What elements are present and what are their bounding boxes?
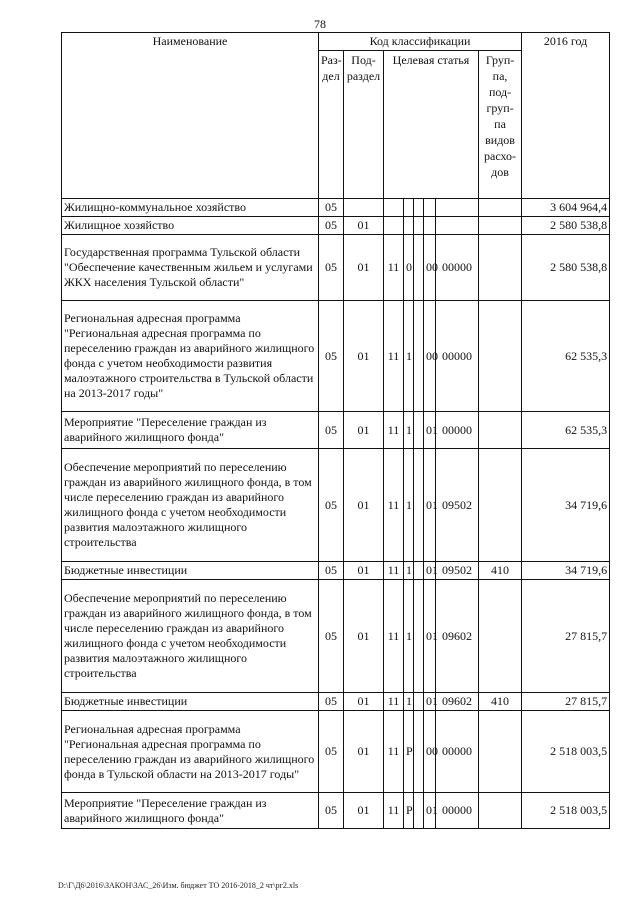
row-program: 11	[384, 693, 404, 711]
row-direction: 00000	[436, 711, 479, 793]
header-classification: Код классификации	[319, 33, 522, 51]
header-expense-group: Груп- па, под- груп- па видов расхо- дов	[479, 51, 522, 199]
row-name: Жилищное хозяйство	[62, 217, 319, 235]
row-program: 11	[384, 301, 404, 412]
row-event: 00	[424, 235, 436, 301]
row-podrazdel: 01	[344, 412, 384, 449]
table-row	[62, 412, 610, 449]
table-row	[62, 301, 610, 412]
row-event: 01	[424, 412, 436, 449]
row-name: Бюджетные инвестиции	[62, 562, 319, 580]
row-name: Обеспечение мероприятий по переселению граждан из аварийного жилищного фонда, в том числе переселению граждан из аварийного жилищного фонда с учетом необходимости развития малоэтажного жилищного строительства	[62, 449, 319, 562]
row-direction: 00000	[436, 793, 479, 829]
row-subprogram: 1	[404, 693, 414, 711]
row-razdel: 05	[319, 562, 344, 580]
header-amount-2016: 2016 год	[522, 33, 610, 199]
table-row	[62, 793, 610, 829]
table-row	[62, 235, 610, 301]
row-podrazdel	[344, 199, 384, 217]
row-subprogram: Р	[404, 793, 414, 829]
row-event	[424, 199, 436, 217]
row-razdel: 05	[319, 199, 344, 217]
row-amount: 34 719,6	[522, 449, 610, 562]
row-amount: 2 518 003,5	[522, 711, 610, 793]
row-program: 11	[384, 412, 404, 449]
row-program: 11	[384, 580, 404, 693]
row-program: 11	[384, 793, 404, 829]
budget-sheet	[61, 32, 609, 829]
header-podrazdel: Под- раздел	[344, 51, 384, 199]
table-row	[62, 580, 610, 693]
row-name: Государственная программа Тульской области "Обеспечение качественным жильем и услугами ЖКХ населения Тульской области"	[62, 235, 319, 301]
row-direction: 00000	[436, 412, 479, 449]
row-event	[424, 217, 436, 235]
table-row	[62, 449, 610, 562]
row-subprogram: 1	[404, 412, 414, 449]
row-direction: 09602	[436, 580, 479, 693]
row-amount: 27 815,7	[522, 580, 610, 693]
row-expense-type: 410	[479, 693, 522, 711]
row-podrazdel: 01	[344, 580, 384, 693]
row-name: Жилищно-коммунальное хозяйство	[62, 199, 319, 217]
row-program: 11	[384, 562, 404, 580]
table-row	[62, 711, 610, 793]
row-subprogram: 1	[404, 562, 414, 580]
row-event: 01	[424, 793, 436, 829]
row-program	[384, 199, 404, 217]
row-amount: 3 604 964,4	[522, 199, 610, 217]
row-amount: 62 535,3	[522, 412, 610, 449]
header-name: Наименование	[62, 33, 319, 199]
row-expense-type	[479, 301, 522, 412]
row-direction: 09502	[436, 449, 479, 562]
row-event: 01	[424, 449, 436, 562]
row-expense-type	[479, 580, 522, 693]
row-amount: 2 580 538,8	[522, 217, 610, 235]
row-event: 00	[424, 301, 436, 412]
row-event: 00	[424, 711, 436, 793]
row-program	[384, 217, 404, 235]
row-podrazdel: 01	[344, 562, 384, 580]
row-expense-type	[479, 793, 522, 829]
row-name: Мероприятие "Переселение граждан из аварийного жилищного фонда"	[62, 412, 319, 449]
row-subprogram	[404, 199, 414, 217]
row-expense-type	[479, 711, 522, 793]
row-podrazdel: 01	[344, 449, 384, 562]
row-event: 01	[424, 580, 436, 693]
row-razdel: 05	[319, 412, 344, 449]
budget-table	[61, 32, 610, 829]
row-razdel: 05	[319, 235, 344, 301]
row-event: 01	[424, 562, 436, 580]
page-number: 78	[314, 17, 326, 31]
row-razdel: 05	[319, 693, 344, 711]
row-name: Бюджетные инвестиции	[62, 693, 319, 711]
table-row	[62, 562, 610, 580]
row-podrazdel: 01	[344, 693, 384, 711]
row-amount: 62 535,3	[522, 301, 610, 412]
row-event: 01	[424, 693, 436, 711]
header-target-article: Целевая статья	[384, 51, 479, 199]
row-expense-type: 410	[479, 562, 522, 580]
row-direction	[436, 217, 479, 235]
table-row	[62, 199, 610, 217]
row-subprogram	[404, 217, 414, 235]
row-subprogram: 1	[404, 449, 414, 562]
row-direction: 00000	[436, 235, 479, 301]
row-direction: 09602	[436, 693, 479, 711]
table-header	[62, 33, 610, 199]
row-razdel: 05	[319, 580, 344, 693]
row-direction: 09502	[436, 562, 479, 580]
row-podrazdel: 01	[344, 217, 384, 235]
header-razdel: Раз- дел	[319, 51, 344, 199]
row-podrazdel: 01	[344, 793, 384, 829]
row-razdel: 05	[319, 217, 344, 235]
row-expense-type	[479, 412, 522, 449]
row-podrazdel: 01	[344, 235, 384, 301]
row-expense-type	[479, 199, 522, 217]
row-direction	[436, 199, 479, 217]
row-program: 11	[384, 449, 404, 562]
row-razdel: 05	[319, 449, 344, 562]
row-amount: 2 518 003,5	[522, 793, 610, 829]
row-expense-type	[479, 217, 522, 235]
table-body	[62, 199, 610, 829]
row-subprogram: 0	[404, 235, 414, 301]
row-expense-type	[479, 235, 522, 301]
row-program: 11	[384, 711, 404, 793]
row-razdel: 05	[319, 301, 344, 412]
row-amount: 2 580 538,8	[522, 235, 610, 301]
row-podrazdel: 01	[344, 711, 384, 793]
row-name: Региональная адресная программа "Региональная адресная программа по переселению граждан из аварийного жилищного фонда в Тульской области на 2013-2017 годы"	[62, 711, 319, 793]
row-subprogram: Р	[404, 711, 414, 793]
row-podrazdel: 01	[344, 301, 384, 412]
row-program: 11	[384, 235, 404, 301]
row-expense-type	[479, 449, 522, 562]
row-amount: 27 815,7	[522, 693, 610, 711]
row-amount: 34 719,6	[522, 562, 610, 580]
table-row	[62, 693, 610, 711]
row-direction: 00000	[436, 301, 479, 412]
row-name: Мероприятие "Переселение граждан из аварийного жилищного фонда"	[62, 793, 319, 829]
row-razdel: 05	[319, 711, 344, 793]
file-path-footer: D:\Г\Д6\2016\ЗАКОН\ЗАС_26\Изм. бюджет ТО 2016-2018_2 чт\рг2.xls	[58, 881, 299, 890]
row-name: Обеспечение мероприятий по переселению граждан из аварийного жилищного фонда, в том числе переселению граждан из аварийного жилищного фонда с учетом необходимости развития малоэтажного жилищного строительства	[62, 580, 319, 693]
row-razdel: 05	[319, 793, 344, 829]
row-name: Региональная адресная программа "Региональная адресная программа по переселению граждан из аварийного жилищного фонда с учетом необходимости развития малоэтажного строительства в Тульской области на 2013-2017 годы"	[62, 301, 319, 412]
row-subprogram: 1	[404, 301, 414, 412]
row-subprogram: 1	[404, 580, 414, 693]
table-row	[62, 217, 610, 235]
